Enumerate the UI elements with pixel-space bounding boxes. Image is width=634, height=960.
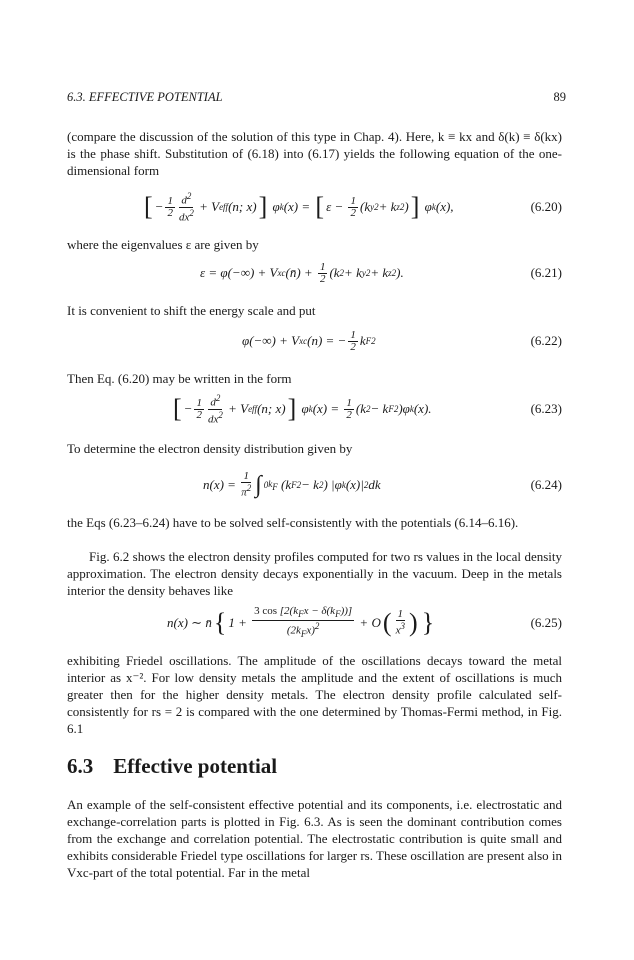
equation-6-24 [67, 470, 562, 500]
running-head [67, 90, 566, 105]
paragraph-text: To determine the electron density distribution given by [67, 441, 353, 456]
equation-number: (6.24) [530, 477, 562, 492]
equation-body: [ − $\frac{1}{2}$ $\frac{d^2}{dx^2}$ + V eff (n; x) ] φ k (x) = $\frac{1}{2}$ (k 2 − k F 2 )φ k (x). [173, 392, 432, 426]
equation-6-21 [67, 258, 562, 288]
equation-body: ε = φ(−∞) + V xc (n̄) + $\frac{1}{2}$ (k 2 + k y 2 + k z 2 ). [200, 260, 404, 285]
paragraph-effective-potential [67, 796, 562, 881]
running-title: 6.3. EFFECTIVE POTENTIAL [67, 90, 223, 104]
section-title: Effective potential [113, 754, 278, 778]
paragraph-selfconsistent [67, 514, 562, 531]
paragraph-rewrite [67, 370, 562, 387]
equation-number: (6.21) [530, 265, 562, 280]
paragraph-friedel [67, 652, 562, 737]
equation-number: (6.25) [530, 615, 562, 630]
equation-body: n(x) ∼ n̄ { 1 + $\frac{3 \cos [2(k_Fx - \delta(k_F))]}{(2k_Fx)^2}$ + O ( $\frac{1}{x^3}$ ) } [167, 604, 435, 640]
paragraph-text: Then Eq. (6.20) may be written in the form [67, 371, 292, 386]
paragraph-text: It is convenient to shift the energy scale and put [67, 303, 316, 318]
section-number: 6.3 [67, 754, 94, 778]
equation-6-25 [67, 604, 562, 640]
page-number: 89 [553, 90, 566, 104]
equation-number: (6.23) [530, 401, 562, 416]
equation-6-22 [67, 326, 562, 356]
equation-body: n(x) = $\frac{1}{\pi^2}$ ∫ 0 $k_F$ (k F 2 − k 2 ) |φ k (x)| 2 dk [203, 470, 381, 499]
equation-body: φ(−∞) + V xc (n) = − $\frac{1}{2}$ k F 2 [242, 328, 376, 353]
paragraph-text: Fig. 6.2 shows the electron density profiles computed for two rs values in the local density approximation. The electron density decays exponentially in the vacuum. Deep in the metals interior the density behaves like [67, 549, 562, 598]
equation-6-20 [67, 192, 562, 222]
paragraph-density [67, 440, 562, 457]
equation-6-23 [67, 394, 562, 424]
equation-number: (6.22) [530, 333, 562, 348]
paragraph-intro [67, 128, 562, 179]
paragraph-text: An example of the self-consistent effective potential and its components, i.e. electrostatic and exchange-correlation parts is plotted in Fig. 6.3. As is seen the dominant contribution comes from the exchange and correlation potential. The electrostatic contribution is quite small and exhibits considerable Friedel type oscillations for larger rs. These oscillation are present also in Vxc-part of the total potential. Far in the metal [67, 797, 562, 880]
equation-body: [ − $\frac{1}{2}$ $\frac{d^2}{dx^2}$ + V eff (n; x) ] φ k (x) = [ ε − $\frac{1}{2}$ (k y 2 + k z 2 ) ] φ k (x), [144, 190, 454, 224]
equation-number: (6.20) [530, 199, 562, 214]
paragraph-text: exhibiting Friedel oscillations. The amplitude of the oscillations decays toward the metal interior as x⁻². For low density metals the amplitude and the extent of oscillations is much greater then for the higher density metals. The electron density profile calculated self-consistently for rs = 2 is compared with the one determined by Thomas-Fermi method, in Fig. 6.1 [67, 653, 562, 736]
section-heading [67, 754, 277, 779]
paragraph-shift [67, 302, 562, 319]
paragraph-text: where the eigenvalues ε are given by [67, 237, 259, 252]
paragraph-eigenvalues [67, 236, 562, 253]
paragraph-text: (compare the discussion of the solution of this type in Chap. 4). Here, k ≡ kx and δ(k) ≡ δ(kx) is the phase shift. Substitution of (6.18) into (6.17) yields the following equation of the one-dimensional form [67, 129, 562, 178]
paragraph-profiles [67, 548, 562, 599]
paragraph-text: the Eqs (6.23–6.24) have to be solved self-consistently with the potentials (6.14–6.16). [67, 515, 519, 530]
